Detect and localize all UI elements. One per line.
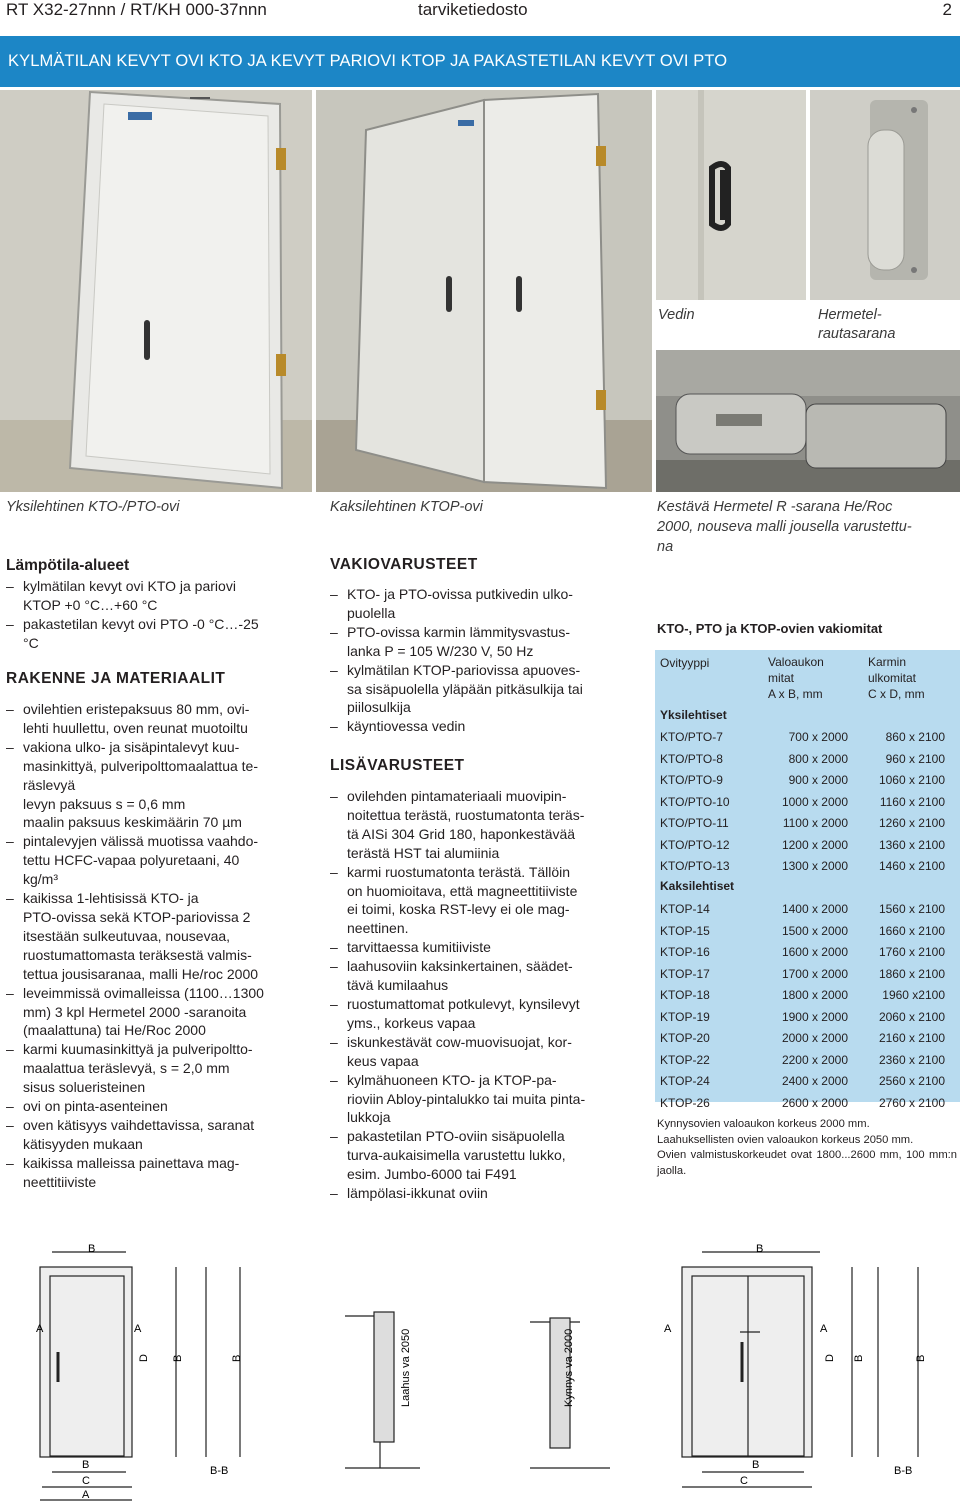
hinge-description-line3: na <box>657 539 674 555</box>
table-cell: 700 x 2000 <box>788 730 848 744</box>
table-row <box>655 986 960 1008</box>
col-header-frame: Karmin ulkomitat C x D, mm <box>868 655 925 701</box>
table-cell: 1400 x 2000 <box>781 902 848 916</box>
list-line: PTO-ovissa sekä KTOP-pariovissa 2 <box>23 908 251 925</box>
structure-heading: RAKENNE JA MATERIAALIT <box>6 670 226 687</box>
table-row <box>655 1072 960 1094</box>
structure-list <box>6 700 308 1192</box>
table-cell: 1600 x 2000 <box>781 945 848 959</box>
table-row <box>655 728 960 750</box>
table-cell: KTOP-14 <box>660 902 710 916</box>
table-cell: KTOP-15 <box>660 923 710 938</box>
list-line: – kylmätilan KTOP-pariovissa apuoves- <box>330 661 635 680</box>
table-cell: KTOP-16 <box>660 945 710 959</box>
list-line: neettitiiviste <box>23 1173 97 1190</box>
list-line: (maalattuna) tai He/Roc 2000 <box>23 1022 206 1039</box>
table-row <box>655 1008 960 1030</box>
table-row <box>655 836 960 858</box>
extra-equipment-heading: LISÄVARUSTEET <box>330 757 465 774</box>
table-row <box>655 793 960 815</box>
table-cell: 1460 x 2100 <box>878 859 945 873</box>
list-line: – kylmätilan kevyt ovi KTO ja pariovi <box>6 577 308 596</box>
list-line: masinkittyä, pulveripolttomaalattua te- <box>23 757 258 774</box>
table-cell: KTOP-24 <box>660 1074 710 1088</box>
label-a-5: A <box>820 1323 828 1335</box>
table-cell: 1300 x 2000 <box>781 859 848 873</box>
table-cell: KTO/PTO-10 <box>660 794 730 809</box>
list-line: – lämpölasi-ikkunat oviin <box>330 1184 635 1203</box>
list-line: turva-aukaisimella varustettu lukko, <box>347 1147 566 1164</box>
list-line: – ovilehtien eristepaksuus 80 mm, ovi- <box>6 700 308 719</box>
table-cell: KTO/PTO-11 <box>660 816 729 830</box>
table-cell: KTOP-22 <box>660 1052 710 1067</box>
col-header-opening: Valoaukon mitat A x B, mm <box>768 655 824 701</box>
table-row <box>655 857 960 879</box>
group-single: Yksilehtiset <box>660 708 727 722</box>
table-cell: 2360 x 2100 <box>878 1052 945 1067</box>
list-line: – leveimmissä ovimalleissa (1100…1300 <box>6 984 308 1003</box>
rows-single <box>655 728 960 879</box>
table-row <box>655 1051 960 1073</box>
table-cell: KTO/PTO-9 <box>660 773 723 787</box>
table-notes <box>657 1117 957 1179</box>
label-b-8: B <box>752 1459 760 1471</box>
list-line: – käyntiovessa vedin <box>330 717 635 736</box>
table-row <box>655 900 960 922</box>
col-header-type: Ovityyppi <box>660 656 710 670</box>
label-c-2: C <box>740 1475 748 1487</box>
label-a-3: A <box>82 1489 90 1501</box>
table-cell: KTO/PTO-7 <box>660 730 723 744</box>
table-row <box>655 943 960 965</box>
table-cell: KTO/PTO-12 <box>660 837 730 852</box>
list-line: keus vapaa <box>347 1052 419 1069</box>
label-a-1: A <box>36 1323 44 1335</box>
list-line: ruostumattomasta teräksestä valmis- <box>23 946 252 963</box>
list-line: – ovilehden pintamateriaali muovipin- <box>330 787 635 806</box>
hinge-caption-line2: rautasarana <box>818 326 896 342</box>
table-cell: 1260 x 2100 <box>878 816 945 830</box>
standard-equipment-list <box>330 585 635 736</box>
label-b-1: B <box>88 1243 96 1255</box>
note-2: Laahuksellisten ovien valoaukon korkeus 2050 mm. <box>657 1133 914 1146</box>
standard-equipment-heading: VAKIOVARUSTEET <box>330 556 478 573</box>
label-c-1: C <box>82 1475 90 1487</box>
table-row <box>655 1094 960 1116</box>
list-line: – kaikissa malleissa painettava mag- <box>6 1154 308 1173</box>
table-row <box>655 965 960 987</box>
single-door-photo <box>0 90 312 492</box>
table-cell: 860 x 2100 <box>885 730 945 744</box>
label-b-5: B <box>756 1243 764 1255</box>
list-line: – pakastetilan PTO-oviin sisäpuolella <box>330 1127 635 1146</box>
label-b-7: B <box>915 1354 927 1362</box>
table-cell: 1060 x 2100 <box>878 773 945 787</box>
table-cell: 1500 x 2000 <box>781 923 848 938</box>
list-line: – KTO- ja PTO-ovissa putkivedin ulko- <box>330 585 635 604</box>
label-d-2: D <box>824 1354 836 1362</box>
table-cell: 1100 x 2000 <box>782 816 848 830</box>
table-cell: KTOP-17 <box>660 966 710 981</box>
list-line: kg/m³ <box>23 871 58 888</box>
list-line: °C <box>23 634 39 651</box>
label-b-2: B <box>172 1354 184 1362</box>
table-cell: 1900 x 2000 <box>781 1009 848 1024</box>
list-line: sa sisäpuolella yläpään pitkäsulkija tai <box>347 680 583 697</box>
group-double: Kaksilehtiset <box>660 879 735 893</box>
note-1: Kynnysovien valoaukon korkeus 2000 mm. <box>657 1118 870 1130</box>
label-a-4: A <box>664 1323 672 1335</box>
list-line: sisus solueristeinen <box>23 1079 146 1096</box>
table-cell: KTOP-18 <box>660 988 710 1002</box>
list-line: räslevyä <box>23 776 76 793</box>
table-cell: KTOP-19 <box>660 1009 710 1024</box>
note-3: Ovien valmistuskorkeudet ovat 1800...2600 mm, 100 mm:n jaolla. <box>657 1149 957 1177</box>
list-line: – oven kätisyys vaihdettavissa, saranat <box>6 1116 308 1135</box>
table-cell: 2200 x 2000 <box>781 1052 848 1067</box>
label-bb-1: B-B <box>210 1465 229 1477</box>
table-heading: KTO-, PTO ja KTOP-ovien vakiomitat <box>657 621 883 636</box>
list-line: tä AISi 304 Grid 180, haponkestävää <box>347 825 576 842</box>
table-cell: 2000 x 2000 <box>781 1031 848 1045</box>
table-cell: 1960 x2100 <box>882 988 945 1002</box>
temperature-heading: Lämpötila-alueet <box>6 557 130 574</box>
label-b-6: B <box>853 1354 865 1362</box>
list-line: – karmi ruostumatonta terästä. Tällöin <box>330 863 635 882</box>
label-d-1: D <box>138 1354 150 1362</box>
label-b-4: B <box>82 1459 90 1471</box>
list-line: noitettua terästä, ruostumatonta teräs- <box>347 806 585 823</box>
table-row <box>655 922 960 944</box>
table-cell: 1700 x 2000 <box>781 966 848 981</box>
hinge-caption-line1: Hermetel- <box>818 307 882 323</box>
double-door-caption: Kaksilehtinen KTOP-ovi <box>330 499 483 515</box>
table-cell: 1660 x 2100 <box>878 923 945 938</box>
list-line: lukkoja <box>347 1109 391 1126</box>
extra-equipment-list <box>330 787 635 1203</box>
list-line: maalin paksuus keskimäärin 70 µm <box>23 814 242 831</box>
doc-type: tarviketiedosto <box>418 0 528 19</box>
list-line: – pintalevyjen välissä muotissa vaahdo- <box>6 832 308 851</box>
table-cell: 1000 x 2000 <box>781 794 848 809</box>
list-line: – kylmähuoneen KTO- ja KTOP-pa- <box>330 1071 635 1090</box>
dimensions-table-box <box>655 650 960 1110</box>
handle-photo <box>656 90 806 300</box>
table-cell: KTO/PTO-13 <box>660 859 730 873</box>
table-cell: KTOP-26 <box>660 1095 710 1110</box>
table-cell: 1200 x 2000 <box>781 837 848 852</box>
table-cell: 960 x 2100 <box>885 751 945 766</box>
label-laahus: Laahus va 2050 <box>400 1328 412 1407</box>
list-line: lanka P = 105 W/230 V, 50 Hz <box>347 642 534 659</box>
temperature-list <box>6 577 308 653</box>
list-line: – laahusoviin kaksinkertainen, säädet- <box>330 957 635 976</box>
single-door-caption: Yksilehtinen KTO-/PTO-ovi <box>6 499 180 515</box>
list-line: itsestään sulkeutuvaa, nousevaa, <box>23 927 231 944</box>
handle-caption: Vedin <box>658 307 695 323</box>
doc-code: RT X32-27nnn / RT/KH 000-37nnn <box>6 0 267 19</box>
list-line: maalattua teräslevyä, s = 2,0 mm <box>23 1060 230 1077</box>
list-line: terästä HST tai alumiinia <box>347 844 500 861</box>
table-cell: 2760 x 2100 <box>878 1095 945 1110</box>
list-line: puolella <box>347 604 396 621</box>
page-number: 2 <box>942 0 952 19</box>
table-cell: 2560 x 2100 <box>878 1074 945 1088</box>
list-line: mm) 3 kpl Hermetel 2000 -saranoita <box>23 1003 247 1020</box>
list-line: esim. Jumbo-6000 tai F491 <box>347 1166 517 1183</box>
hinge-closeup-photo <box>656 350 960 492</box>
table-cell: 1860 x 2100 <box>878 966 945 981</box>
table-row <box>655 750 960 772</box>
table-row <box>655 771 960 793</box>
page-title: KYLMÄTILAN KEVYT OVI KTO JA KEVYT PARIOVI KTOP JA PAKASTETILAN KEVYT OVI PTO <box>8 52 728 70</box>
list-line: yms., korkeus vapaa <box>347 1014 476 1031</box>
table-row <box>655 1029 960 1051</box>
hinge-description-line2: 2000, nouseva malli jousella varustettu- <box>657 519 912 535</box>
label-bb-2: B-B <box>894 1465 913 1477</box>
table-cell: 2600 x 2000 <box>781 1095 848 1110</box>
list-line: kätisyyden mukaan <box>23 1135 143 1152</box>
hinge-photo <box>810 90 960 300</box>
list-line: – iskunkestävät cow-muovisuojat, kor- <box>330 1033 635 1052</box>
table-cell: 2400 x 2000 <box>781 1074 848 1088</box>
door-drawings <box>0 1232 960 1504</box>
list-line: rioviin Abloy-pintalukko tai muita pinta- <box>347 1090 586 1107</box>
label-b-3: B <box>231 1354 243 1362</box>
table-cell: 900 x 2000 <box>788 773 848 787</box>
table-row <box>655 814 960 836</box>
double-door-elevation <box>682 1252 918 1487</box>
list-line: KTOP +0 °C…+60 °C <box>23 596 158 613</box>
table-cell: 2060 x 2100 <box>878 1009 945 1024</box>
list-line: – ruostumattomat potkulevyt, kynsilevyt <box>330 995 635 1014</box>
table-cell: 1760 x 2100 <box>878 945 945 959</box>
list-line: neettinen. <box>347 920 409 937</box>
list-line: – ovi on pinta-asenteinen <box>6 1097 308 1116</box>
label-a-2: A <box>134 1323 142 1335</box>
list-line: – vakiona ulko- ja sisäpintalevyt kuu- <box>6 738 308 757</box>
table-cell: 1360 x 2100 <box>878 837 945 852</box>
table-cell: 1560 x 2100 <box>878 902 945 916</box>
list-line: – karmi kuumasinkittyä ja pulveripoltto- <box>6 1040 308 1059</box>
list-line: – kaikissa 1-lehtisissä KTO- ja <box>6 889 308 908</box>
list-line: tettua jousisaranaa, malli He/roc 2000 <box>23 965 259 982</box>
list-line: tävä kumilaahus <box>347 977 449 994</box>
rows-double <box>655 900 960 1115</box>
list-line: – pakastetilan kevyt ovi PTO -0 °C…-25 <box>6 615 308 634</box>
table-cell: KTO/PTO-8 <box>660 751 723 766</box>
list-line: levyn paksuus s = 0,6 mm <box>23 795 186 812</box>
list-line: – tarvittaessa kumitiiviste <box>330 938 635 957</box>
table-cell: 2160 x 2100 <box>878 1031 945 1045</box>
label-kynnys: Kynnys va 2000 <box>563 1328 575 1407</box>
table-cell: 1800 x 2000 <box>781 988 848 1002</box>
table-cell: 800 x 2000 <box>788 751 848 766</box>
hinge-description-line1: Kestävä Hermetel R -sarana He/Roc <box>657 499 893 515</box>
list-line: ei toimi, koska RST-levy ei ole mag- <box>347 901 570 918</box>
single-door-elevation <box>40 1252 240 1500</box>
list-line: – PTO-ovissa karmin lämmitysvastus- <box>330 623 635 642</box>
list-line: piilosulkija <box>347 699 411 716</box>
double-door-photo <box>316 90 652 492</box>
table-cell: KTOP-20 <box>660 1031 710 1045</box>
list-line: lehti huullettu, oven reunat muotoiltu <box>23 719 248 736</box>
list-line: tettu HCFC-vapaa polyuretaani, 40 <box>23 852 240 869</box>
list-line: on huomioitava, että magneettitiiviste <box>347 882 578 899</box>
table-cell: 1160 x 2100 <box>879 794 945 809</box>
